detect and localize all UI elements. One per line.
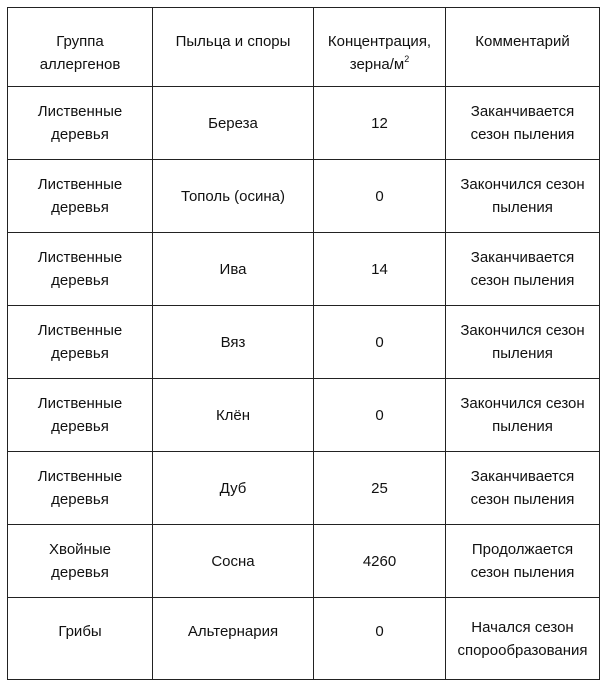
cell-pollen: Береза bbox=[153, 87, 314, 160]
cell-concentration: 14 bbox=[314, 233, 446, 306]
cell-comment: Заканчивается сезон пыления bbox=[446, 233, 600, 306]
cell-concentration: 25 bbox=[314, 452, 446, 525]
cell-concentration: 12 bbox=[314, 87, 446, 160]
table-row bbox=[8, 306, 600, 379]
cell-comment: Начался сезон спорообразования bbox=[446, 598, 600, 680]
table-row bbox=[8, 598, 600, 680]
cell-pollen: Вяз bbox=[153, 306, 314, 379]
cell-group: Лиственные деревья bbox=[8, 306, 153, 379]
cell-pollen: Тополь (осина) bbox=[153, 160, 314, 233]
cell-group: Лиственные деревья bbox=[8, 160, 153, 233]
table-row bbox=[8, 452, 600, 525]
header-comment: Комментарий bbox=[446, 8, 600, 87]
table-row bbox=[8, 160, 600, 233]
cell-pollen: Клён bbox=[153, 379, 314, 452]
header-allergen-group: Группа аллергенов bbox=[8, 8, 153, 87]
cell-group: Лиственные деревья bbox=[8, 379, 153, 452]
cell-concentration: 0 bbox=[314, 160, 446, 233]
cell-comment: Закончился сезон пыления bbox=[446, 306, 600, 379]
cell-concentration: 0 bbox=[314, 306, 446, 379]
cell-pollen: Дуб bbox=[153, 452, 314, 525]
cell-group: Лиственные деревья bbox=[8, 452, 153, 525]
cell-group: Лиственные деревья bbox=[8, 87, 153, 160]
cell-comment: Закончился сезон пыления bbox=[446, 379, 600, 452]
cell-pollen: Сосна bbox=[153, 525, 314, 598]
header-concentration-unit-superscript: 2 bbox=[404, 54, 410, 64]
table-header-row bbox=[8, 8, 600, 87]
cell-concentration: 4260 bbox=[314, 525, 446, 598]
cell-pollen: Альтернария bbox=[153, 598, 314, 680]
cell-comment: Заканчивается сезон пыления bbox=[446, 87, 600, 160]
cell-group: Хвойные деревья bbox=[8, 525, 153, 598]
allergen-table bbox=[7, 7, 600, 680]
cell-comment: Продолжается сезон пыления bbox=[446, 525, 600, 598]
cell-concentration: 0 bbox=[314, 598, 446, 680]
table-row bbox=[8, 233, 600, 306]
cell-comment: Закончился сезон пыления bbox=[446, 160, 600, 233]
cell-pollen: Ива bbox=[153, 233, 314, 306]
header-concentration bbox=[314, 8, 446, 87]
header-pollen-spores: Пыльца и споры bbox=[153, 8, 314, 87]
cell-group: Лиственные деревья bbox=[8, 233, 153, 306]
table-row bbox=[8, 525, 600, 598]
table-row bbox=[8, 379, 600, 452]
cell-comment: Заканчивается сезон пыления bbox=[446, 452, 600, 525]
table-row bbox=[8, 87, 600, 160]
header-concentration-text: Концентрация, зерна/м bbox=[327, 33, 432, 73]
cell-concentration: 0 bbox=[314, 379, 446, 452]
cell-group: Грибы bbox=[8, 598, 153, 680]
